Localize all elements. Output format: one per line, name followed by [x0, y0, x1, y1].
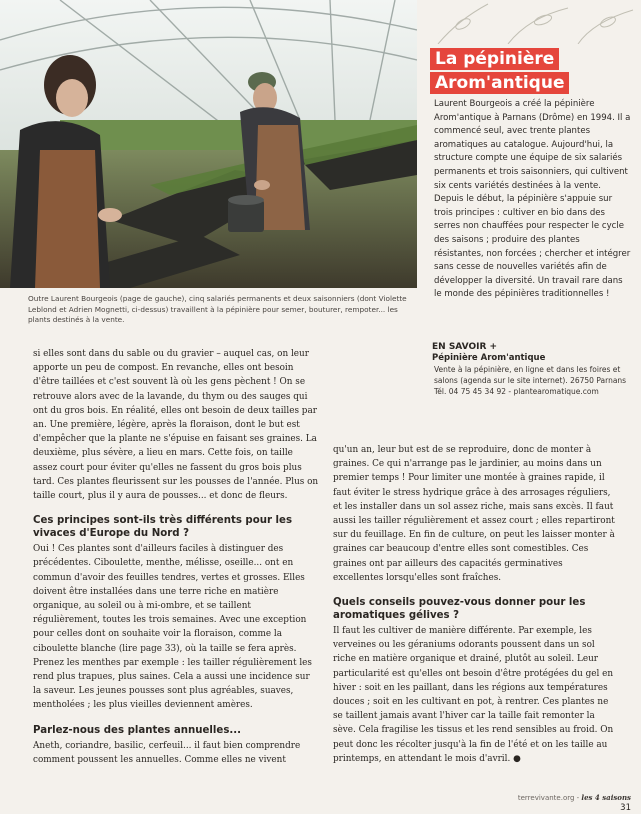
sidebar-title-line1: La pépinière — [430, 48, 559, 70]
paragraph: Il faut les cultiver de manière différente. Par exemple, les verveines ou les géraniums odorants poussent dans un sol riche en matière organique et drainé, plutôt au soleil. Leur particularité est qu'elles ont besoin d'être protégées du gel en hiver : soit en les paillant, dans les régions aux températures douces ; soit en les cultivant en pot, à rentrer. Ces plantes ne se taillent jamais avant l'hiver car la taille fait remonter la sève. Cela fragilise les tissus et les rend sensibles au froid. On peut donc les récolter jusqu'à la fin de l'été et on les taille au printemps, en attendant le mois d'avril. ● — [333, 626, 614, 764]
question-heading: Quels conseils pouvez-vous donner pour les aromatiques gélives ? — [333, 597, 586, 622]
sidebar-title — [430, 48, 569, 96]
en-savoir-plus-heading: EN SAVOIR + — [432, 342, 498, 352]
greenhouse-photo-illustration — [0, 0, 417, 288]
en-savoir-plus — [432, 341, 632, 398]
page-footer — [513, 793, 631, 813]
photo-caption: Outre Laurent Bourgeois (page de gauche), cinq salariés permanents et deux saisonniers (dont Violette Leblond et Adrien Mognetti, ci-dessus) travaillent à la pépinière pour semer, bouturer, rempoter... les plants destinés à la vente. — [28, 294, 407, 324]
sidebar-box — [418, 0, 641, 440]
article-right-column — [333, 443, 615, 766]
paragraph: si elles sont dans du sable ou du gravier – auquel cas, on leur apporte un peu de compost. En revanche, elles ont besoin d'être taillées et c'est souvent là où les gens pèchent ! On se retrouve alors avec de la lavande, du thym ou des sauges qui ont du gros bois. En réalité, elles ont besoin de deux tailles par an. Une première, légère, après la floraison, dont le but est d'empêcher que la plante ne s'épuise en faisant ses graines. La deuxième, plus sévère, a lieu en mars. Cette fois, on taille assez court pour éviter qu'elles ne fassent du gros bois plus tard. Ces plantes fleurissent sur les pousses de l'année. Plus on taille court, plus il y aura de pousses... et donc de fleurs. — [33, 349, 319, 502]
nursery-name: Pépinière Arom'antique — [432, 353, 546, 363]
article-left-column — [33, 347, 319, 767]
nursery-info: Vente à la pépinière, en ligne et dans les foires et salons (agenda sur le site internet). 26750 Parnans — [434, 365, 627, 385]
footer-site: terrevivante.org - — [517, 794, 580, 802]
sidebar-body-text: Laurent Bourgeois a créé la pépinière Arom'antique à Parnans (Drôme) en 1994. Il a commencé seul, avec trente plantes aromatiques au catalogue. Aujourd'hui, la structure compte une équipe de six salariés permanents et trois saisonniers, qui cultivent six cents variétés destinées à la vente. Depuis le début, la pépinière s'appuie sur trois principes : cultiver en bio dans des serres non chauffées pour respecter le cycle des saisons ; produire des plantes résistantes, non forcées ; chercher et intégrer sans cesse de nouvelles variétés afin de développer la diversité. Un travail rare dans le monde des pépinières traditionnelles ! — [434, 99, 631, 300]
herb-illustration-decor — [418, 0, 641, 44]
paragraph: Aneth, coriandre, basilic, cerfeuil... il faut bien comprendre comment poussent les annuelles. Comme elles ne vivent — [33, 740, 301, 765]
sidebar-body — [434, 98, 632, 302]
paragraph: Oui ! Ces plantes sont d'ailleurs faciles à distinguer des précédentes. Ciboulette, menthe, mélisse, oseille... ont en commun d'avoir des feuilles tendres, vertes et grosses. Elles doivent être installées dans une terre riche en matière organique, au soleil ou à mi-ombre, et se taillent régulièrement, toutes les trois semaines. Avec une exception pour celles dont on souhaite voir la floraison, comme la ciboulette blanche (lire page 33), où la taille se fera après. Prenez les menthes par exemple : les tailler régulièrement les rend plus trapues, plus saines. Cela a aussi une incidence sur la saveur. Les jeunes pousses sont plus agréables, suaves, mentholées ; les plus vieilles deviennent amères. — [33, 544, 312, 711]
question-heading: Ces principes sont-ils très différents pour les vivaces d'Europe du Nord ? — [33, 515, 293, 540]
question-heading: Parlez-nous des plantes annuelles... — [33, 724, 241, 736]
footer-brand: les 4 saisons — [581, 793, 631, 802]
greenhouse-photo — [0, 0, 417, 288]
page-number: 31 — [620, 803, 631, 813]
paragraph: qu'un an, leur but est de se reproduire, donc de monter à graines. Ce qui n'arrange pas le jardinier, au moins dans un premier temps ! Pour limiter une montée à graines rapide, il faut éviter le stress hydrique grâce à des arrosages réguliers, et les installer dans un sol assez riche, mais sans excès. Il faut aussi les tailler régulièrement et assez court ; elles repartiront sur du feuillage. En fin de culture, on peut les laisser monter à graines car beaucoup d'entre elles sont comestibles. Ces graines ont par ailleurs des capacités germinatives excellentes lorsqu'elles sont fraîches. — [333, 445, 615, 583]
sidebar-title-line2: Arom'antique — [430, 72, 569, 94]
nursery-contact: Tél. 04 75 45 34 92 - plantearomatique.com — [434, 387, 599, 396]
